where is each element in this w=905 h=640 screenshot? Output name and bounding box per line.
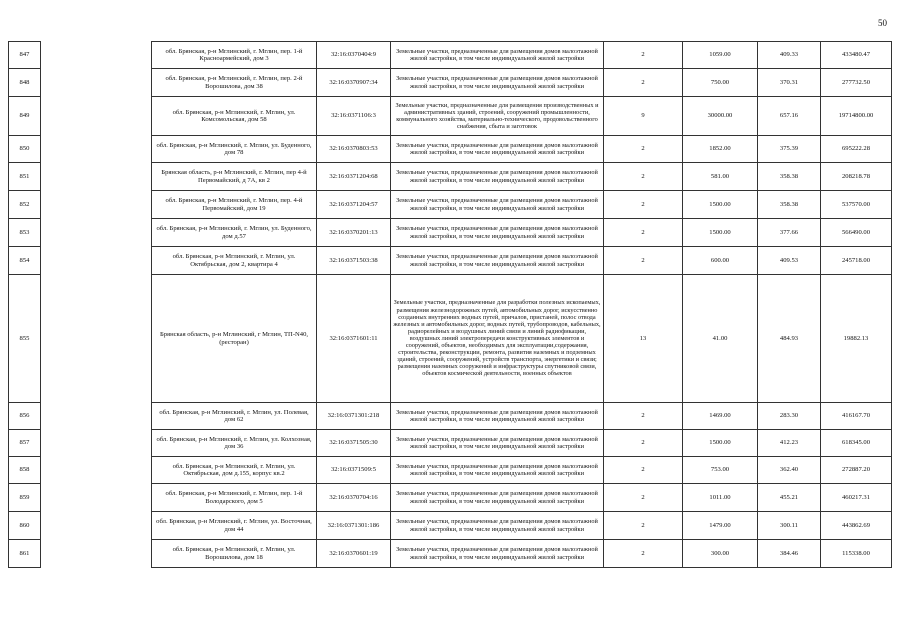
cadastral-number-cell: 32:16:0371601:11 bbox=[317, 275, 391, 403]
row-number-cell: 853 bbox=[9, 219, 41, 247]
table-row bbox=[152, 136, 892, 163]
price-cell: 409.53 bbox=[758, 247, 821, 275]
price-cell: 657.16 bbox=[758, 97, 821, 136]
cadastral-number-cell: 32:16:0371204:57 bbox=[317, 191, 391, 219]
cadastral-cost-cell: 443862.69 bbox=[821, 512, 892, 540]
cadastral-number-cell: 32:16:0370803:53 bbox=[317, 136, 391, 163]
cadastral-number-cell: 32:16:0370404:9 bbox=[317, 42, 391, 69]
cadastral-number-cell: 32:16:0370907:34 bbox=[317, 69, 391, 97]
table-row bbox=[152, 219, 892, 247]
cadastral-cost-cell: 460217.31 bbox=[821, 484, 892, 512]
address-cell: обл. Брянская, р-н Мглинский, г. Мглин, ул. Октябрьская, дом 2, квартира 4 bbox=[152, 247, 317, 275]
cadastral-cost-cell: 537570.00 bbox=[821, 191, 892, 219]
price-cell: 377.66 bbox=[758, 219, 821, 247]
area-cell: 1469.00 bbox=[683, 403, 758, 430]
permitted-use-cell: Земельные участки, предназначенные для размещения домов малоэтажной жилой застройки, в том числе индивидуальной жилой застройки bbox=[391, 512, 604, 540]
table-row bbox=[152, 163, 892, 191]
area-cell: 1852.00 bbox=[683, 136, 758, 163]
price-cell: 455.21 bbox=[758, 484, 821, 512]
area-cell: 300.00 bbox=[683, 540, 758, 568]
row-number-cell: 861 bbox=[9, 540, 41, 568]
cadastral-number-cell: 32:16:0371505:30 bbox=[317, 430, 391, 457]
cadastral-cost-cell: 416167.70 bbox=[821, 403, 892, 430]
use-group-cell: 2 bbox=[604, 512, 683, 540]
use-group-cell: 2 bbox=[604, 163, 683, 191]
row-number-row bbox=[9, 275, 41, 403]
cadastral-cost-cell: 277732.50 bbox=[821, 69, 892, 97]
row-number-row bbox=[9, 457, 41, 484]
row-number-cell: 860 bbox=[9, 512, 41, 540]
permitted-use-cell: Земельные участки, предназначенные для разработки полезных ископаемых, размещения железнодорожных путей, автомобильных дорог, искусственно созданных внутренних водных путей, причалов, пристаней, полос отвода железных и автомобильных дорог, водных путей, трубопроводов, кабельных, радиорелейных и воздушных линий связи и линий радиофикации, воздушных линий электропередачи конструктивных элементов и сооружений, объектов, необходимых для эксплуатации,содержания, строительства, реконструкции, ремонта, развития наземных и подземных зданий, строений, сооружений, устройств транспорта, энергетики и связи; размещения наземных сооружений и инфраструктуры спутниковой связи, объектов космической деятельности, военных объектов bbox=[391, 275, 604, 403]
table-row bbox=[152, 430, 892, 457]
row-number-cell: 849 bbox=[9, 97, 41, 136]
cadastral-cost-cell: 19882.13 bbox=[821, 275, 892, 403]
area-cell: 1479.00 bbox=[683, 512, 758, 540]
area-cell: 41.00 bbox=[683, 275, 758, 403]
row-number-row bbox=[9, 191, 41, 219]
area-cell: 1059.00 bbox=[683, 42, 758, 69]
permitted-use-cell: Земельные участки, предназначенные для размещения домов малоэтажной жилой застройки, в том числе индивидуальной жилой застройки bbox=[391, 219, 604, 247]
permitted-use-cell: Земельные участки, предназначенные для размещения домов малоэтажной жилой застройки, в том числе индивидуальной жилой застройки bbox=[391, 430, 604, 457]
permitted-use-cell: Земельные участки, предназначенные для размещения домов малоэтажной жилой застройки, в том числе индивидуальной жилой застройки bbox=[391, 42, 604, 69]
row-number-row bbox=[9, 163, 41, 191]
page-number: 50 bbox=[878, 18, 887, 28]
cadastral-cost-cell: 19714800.00 bbox=[821, 97, 892, 136]
row-number-cell: 859 bbox=[9, 484, 41, 512]
address-cell: обл. Брянская, р-н Мглинский, г. Мглин, ул. Ворошилова, дом 18 bbox=[152, 540, 317, 568]
address-cell: обл. Брянская, р-н Мглинский, г. Мглин, ул. Восточная, дом 44 bbox=[152, 512, 317, 540]
row-number-cell: 858 bbox=[9, 457, 41, 484]
row-number-row bbox=[9, 136, 41, 163]
price-cell: 412.23 bbox=[758, 430, 821, 457]
area-cell: 1500.00 bbox=[683, 430, 758, 457]
cadastral-cost-cell: 433480.47 bbox=[821, 42, 892, 69]
use-group-cell: 9 bbox=[604, 97, 683, 136]
price-cell: 283.30 bbox=[758, 403, 821, 430]
table-row bbox=[152, 97, 892, 136]
cadastral-number-cell: 32:16:0371106:3 bbox=[317, 97, 391, 136]
address-cell: Брянская область, р-н Мглинский, г. Мглин, пер 4-й Первомайский, д 7А, кв 2 bbox=[152, 163, 317, 191]
row-number-row bbox=[9, 219, 41, 247]
price-cell: 358.38 bbox=[758, 163, 821, 191]
permitted-use-cell: Земельные участки, предназначенные для размещения производственных и административных зданий, строений, сооружений промышленности, коммунального хозяйства, материально-технического, продовольственного снабжения, сбыта и заготовок bbox=[391, 97, 604, 136]
row-number-cell: 850 bbox=[9, 136, 41, 163]
use-group-cell: 2 bbox=[604, 430, 683, 457]
cadastral-cost-cell: 566490.00 bbox=[821, 219, 892, 247]
row-number-cell: 857 bbox=[9, 430, 41, 457]
row-number-cell: 852 bbox=[9, 191, 41, 219]
address-cell: обл. Брянская, р-н Мглинский, г. Мглин, пер. 4-й Первомайский, дом 19 bbox=[152, 191, 317, 219]
cadastral-number-cell: 32:16:0371301:218 bbox=[317, 403, 391, 430]
permitted-use-cell: Земельные участки, предназначенные для размещения домов малоэтажной жилой застройки, в том числе индивидуальной жилой застройки bbox=[391, 69, 604, 97]
row-number-row bbox=[9, 430, 41, 457]
table-row bbox=[152, 540, 892, 568]
permitted-use-cell: Земельные участки, предназначенные для размещения домов малоэтажной жилой застройки, в том числе индивидуальной жилой застройки bbox=[391, 403, 604, 430]
row-number-row bbox=[9, 42, 41, 69]
cadastral-cost-cell: 245718.00 bbox=[821, 247, 892, 275]
row-number-cell: 851 bbox=[9, 163, 41, 191]
permitted-use-cell: Земельные участки, предназначенные для размещения домов малоэтажной жилой застройки, в том числе индивидуальной жилой застройки bbox=[391, 484, 604, 512]
address-cell: обл. Брянская, р-н Мглинский, г. Мглин, ул. Октябрьская, дом д.155, корпус кв.2 bbox=[152, 457, 317, 484]
use-group-cell: 13 bbox=[604, 275, 683, 403]
permitted-use-cell: Земельные участки, предназначенные для размещения домов малоэтажной жилой застройки, в том числе индивидуальной жилой застройки bbox=[391, 247, 604, 275]
use-group-cell: 2 bbox=[604, 457, 683, 484]
use-group-cell: 2 bbox=[604, 219, 683, 247]
table-row bbox=[152, 403, 892, 430]
row-number-column bbox=[8, 41, 41, 568]
permitted-use-cell: Земельные участки, предназначенные для размещения домов малоэтажной жилой застройки, в том числе индивидуальной жилой застройки bbox=[391, 540, 604, 568]
row-number-row bbox=[9, 484, 41, 512]
price-cell: 375.39 bbox=[758, 136, 821, 163]
row-number-cell: 848 bbox=[9, 69, 41, 97]
row-number-row bbox=[9, 247, 41, 275]
area-cell: 1500.00 bbox=[683, 219, 758, 247]
area-cell: 581.00 bbox=[683, 163, 758, 191]
area-cell: 753.00 bbox=[683, 457, 758, 484]
price-cell: 370.31 bbox=[758, 69, 821, 97]
price-cell: 409.33 bbox=[758, 42, 821, 69]
price-cell: 358.38 bbox=[758, 191, 821, 219]
use-group-cell: 2 bbox=[604, 69, 683, 97]
address-cell: обл. Брянская, р-н Мглинский, г. Мглин, пер. 1-й Володарского, дом 5 bbox=[152, 484, 317, 512]
row-number-cell: 855 bbox=[9, 275, 41, 403]
use-group-cell: 2 bbox=[604, 247, 683, 275]
cadastral-number-cell: 32:16:0370201:13 bbox=[317, 219, 391, 247]
address-cell: обл. Брянская, р-н Мглинский, г. Мглин, ул. Комсомольская, дом 58 bbox=[152, 97, 317, 136]
cadastral-number-cell: 32:16:0371301:186 bbox=[317, 512, 391, 540]
area-cell: 600.00 bbox=[683, 247, 758, 275]
cadastral-number-cell: 32:16:0371204:68 bbox=[317, 163, 391, 191]
row-number-row bbox=[9, 540, 41, 568]
table-row bbox=[152, 512, 892, 540]
use-group-cell: 2 bbox=[604, 191, 683, 219]
permitted-use-cell: Земельные участки, предназначенные для размещения домов малоэтажной жилой застройки, в том числе индивидуальной жилой застройки bbox=[391, 191, 604, 219]
cadastral-cost-cell: 115338.00 bbox=[821, 540, 892, 568]
cadastral-cost-cell: 208218.78 bbox=[821, 163, 892, 191]
use-group-cell: 2 bbox=[604, 403, 683, 430]
land-plots-table bbox=[151, 41, 892, 568]
use-group-cell: 2 bbox=[604, 540, 683, 568]
table-row bbox=[152, 42, 892, 69]
table-row bbox=[152, 457, 892, 484]
price-cell: 384.46 bbox=[758, 540, 821, 568]
permitted-use-cell: Земельные участки, предназначенные для размещения домов малоэтажной жилой застройки, в том числе индивидуальной жилой застройки bbox=[391, 163, 604, 191]
permitted-use-cell: Земельные участки, предназначенные для размещения домов малоэтажной жилой застройки, в том числе индивидуальной жилой застройки bbox=[391, 457, 604, 484]
row-number-row bbox=[9, 403, 41, 430]
permitted-use-cell: Земельные участки, предназначенные для размещения домов малоэтажной жилой застройки, в том числе индивидуальной жилой застройки bbox=[391, 136, 604, 163]
cadastral-number-cell: 32:16:0370704:16 bbox=[317, 484, 391, 512]
use-group-cell: 2 bbox=[604, 42, 683, 69]
table-row bbox=[152, 484, 892, 512]
row-number-cell: 856 bbox=[9, 403, 41, 430]
table-row bbox=[152, 69, 892, 97]
address-cell: обл. Брянская, р-н Мглинский, г. Мглин, пер. 1-й Красноармейский, дом 3 bbox=[152, 42, 317, 69]
area-cell: 1011.00 bbox=[683, 484, 758, 512]
price-cell: 484.93 bbox=[758, 275, 821, 403]
row-number-cell: 854 bbox=[9, 247, 41, 275]
row-number-row bbox=[9, 512, 41, 540]
cadastral-number-cell: 32:16:0371503:38 bbox=[317, 247, 391, 275]
address-cell: обл. Брянская, р-н Мглинский, г. Мглин, ул. Буденного, дом 78 bbox=[152, 136, 317, 163]
area-cell: 750.00 bbox=[683, 69, 758, 97]
price-cell: 362.40 bbox=[758, 457, 821, 484]
table-row bbox=[152, 275, 892, 403]
row-number-row bbox=[9, 69, 41, 97]
area-cell: 30000.00 bbox=[683, 97, 758, 136]
cadastral-number-cell: 32:16:0371509:5 bbox=[317, 457, 391, 484]
use-group-cell: 2 bbox=[604, 136, 683, 163]
table-row bbox=[152, 247, 892, 275]
cadastral-cost-cell: 695222.28 bbox=[821, 136, 892, 163]
address-cell: Брянская область, р-н Мглинский, г Мглин, ТП-N40, (ресторан) bbox=[152, 275, 317, 403]
row-number-row bbox=[9, 97, 41, 136]
address-cell: обл. Брянская, р-н Мглинский, г. Мглин, ул. Колхозная, дом 36 bbox=[152, 430, 317, 457]
address-cell: обл. Брянская, р-н Мглинский, г. Мглин, ул. Буденного, дом д.57 bbox=[152, 219, 317, 247]
cadastral-cost-cell: 618345.00 bbox=[821, 430, 892, 457]
address-cell: обл. Брянская, р-н Мглинский, г. Мглин, пер. 2-й Ворошилова, дом 38 bbox=[152, 69, 317, 97]
address-cell: обл. Брянская, р-н Мглинский, г. Мглин, ул. Полевая, дом 62 bbox=[152, 403, 317, 430]
table-row bbox=[152, 191, 892, 219]
row-number-cell: 847 bbox=[9, 42, 41, 69]
price-cell: 300.11 bbox=[758, 512, 821, 540]
cadastral-number-cell: 32:16:0370601:19 bbox=[317, 540, 391, 568]
cadastral-cost-cell: 272887.20 bbox=[821, 457, 892, 484]
use-group-cell: 2 bbox=[604, 484, 683, 512]
area-cell: 1500.00 bbox=[683, 191, 758, 219]
